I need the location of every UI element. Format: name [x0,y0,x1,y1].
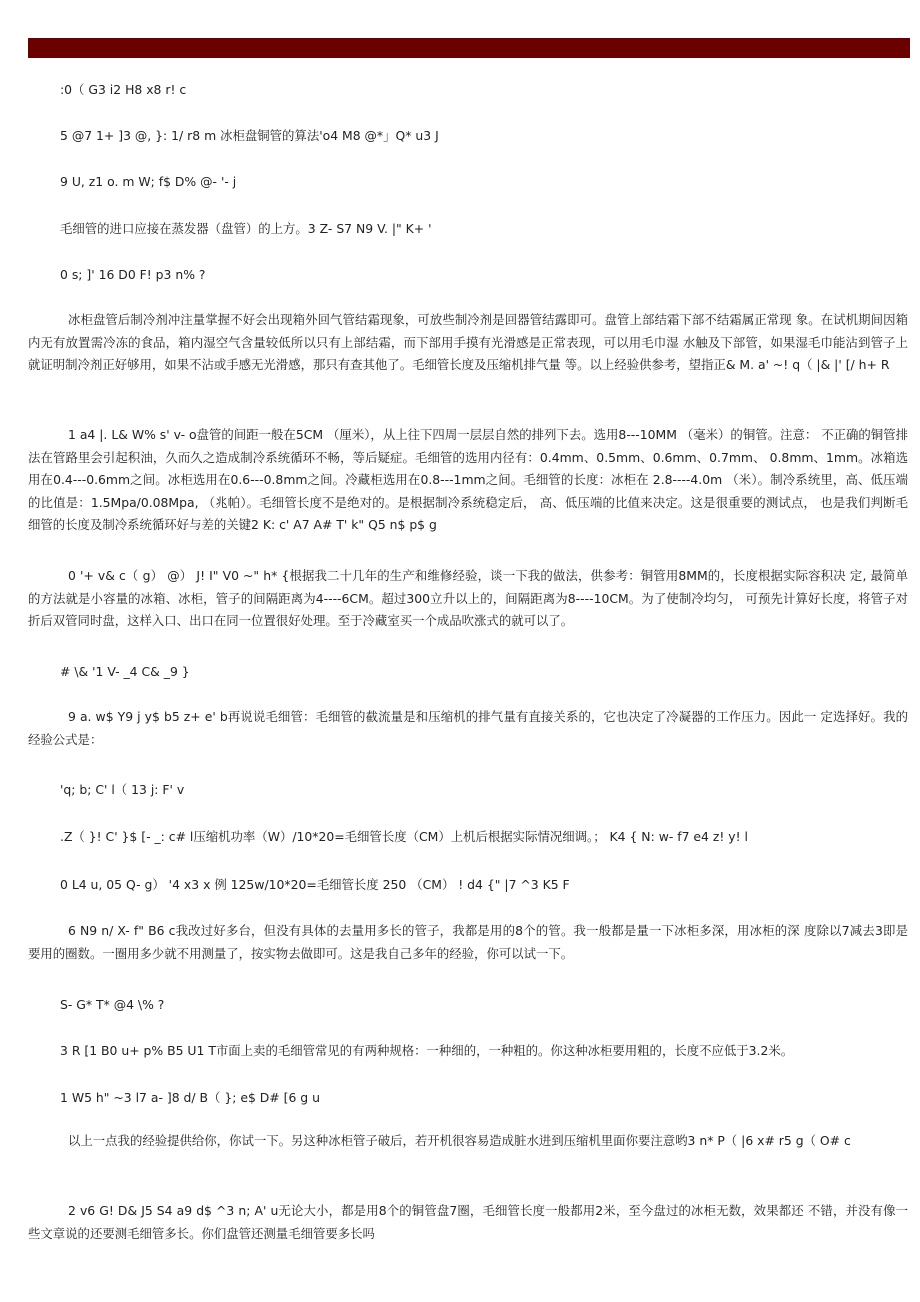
paragraph: 9 a. w$ Y9 j y$ b5 z+ e' b再说说毛细管：毛细管的截流量是和压缩机的排气量有直接关系的，它也决定了冷凝器的工作压力。因此一 定选择好。我的经验公式是： [28,709,908,747]
paragraph: 3 R [1 B0 u+ p% B5 U1 T市面上卖的毛细管常见的有两种规格：一种细的，一种粗的。你这种冰柜要用粗的，长度不应低于3.2米。 [60,1043,794,1058]
paragraph: 6 N9 n/ X- f" B6 c我改过好多台，但没有具体的去量用多长的管子，我都是用的8个的管。我一般都是量一下冰柜多深，用冰柜的深 度除以7减去3即是要用的圈数。一圈用多少就不用测量了，按实物去做即可。这是我自己多年的经验，你可以试一下。 [28,923,908,961]
paragraph: 0 '+ v& c（ g） @） J! I" V0 ~" h* {根据我二十几年的生产和维修经验，谈一下我的做法，供参考：铜管用8MM的，长度根据实际容积决 定, 最简单的方法就是小容量的冰箱、冰柜，管子的间隔距离为4----6CM。超过300立升以上的，间隔距离为8----10CM。为了使制冷均匀， 可预先计算好长度，将管子对折后双管同时盘，这样入口、出口在同一位置很好处理。至于冷藏室买一个成品吹涨式的就可以了。 [28,568,908,628]
paragraph: 以上一点我的经验提供给你，你试一下。另这种冰柜管子破后，若开机很容易造成脏水进到压缩机里面你要注意哟3 n* P（ |6 x# r5 g（ O# c [68,1133,851,1148]
header-bar [28,38,910,58]
paragraph: .Z（ }! C' }$ [- _: c# l压缩机功率（W）/10*20=毛细管长度（CM）上机后根据实际情况细调。； K4 { N: w- f7 e4 z! y! l [60,829,748,844]
paragraph: # \& '1 V- _4 C& _9 } [60,664,190,679]
paragraph: 'q; b; C' l（ 13 j: F' v [60,782,185,797]
paragraph: 2 v6 G! D& J5 S4 a9 d$ ^3 n; A' u无论大小，都是用8个的铜管盘7圈，毛细管长度一般都用2米，至今盘过的冰柜无数，效果都还 不错，并没有像一些文章说的还要测毛细管多长。你们盘管还测量毛细管要多长吗 [28,1203,908,1241]
paragraph: 毛细管的进口应接在蒸发器（盘管）的上方。3 Z- S7 N9 V. |" K+ ' [60,221,432,236]
paragraph: 1 a4 |. L& W% s' v- o盘管的间距一般在5CM （厘米），从上往下四周一层层自然的排列下去。选用8---10MM （毫米）的铜管。注意： 不正确的铜管排法在管路里会引起积油，久而久之造成制冷系统循环不畅，等后疑症。毛细管的选用内径有：0.4mm、0.5mm、0.6mm、0.7mm、 0.8mm、1mm。冰箱选用在0.4---0.6mm之间。冰柜选用在0.6---0.8mm之间。冷藏柜选用在0.8---1mm之间。毛细管的长度：冰柜在 2.8----4.0m （米）。制冷系统里，高、低压端的比值是：1.5Mpa/0.08Mpa, （兆帕）。毛细管长度不是绝对的。是根据制冷系统稳定后， 高、低压端的比值来决定。这是很重要的测试点， 也是我们判断毛细管的长度及制冷系统循环好与差的关键2 K: c' A7 A# T' k" Q5 n$ p$ g [28,427,908,532]
paragraph: 5 @7 1+ ]3 @, }: 1/ r8 m 冰柜盘铜管的算法'o4 M8 @*」Q* u3 J [60,128,439,143]
paragraph: 9 U, z1 o. m W; f$ D% @- '- j [60,174,237,189]
paragraph: :0（ G3 i2 H8 x8 r! c [60,82,187,97]
paragraph: 冰柜盘管后制冷剂冲注量掌握不好会出现箱外回气管结霜现象，可放些制冷剂是回器管结露即可。盘管上部结霜下部不结霜属正常现 象。在试机期间因箱内无有放置需冷冻的食品，箱内湿空气含量较低所以只有上部结霜，而下部用手摸有光滑感是正常表现，可以用毛巾湿 水触及下部管，如果湿毛巾能沾到管子上就证明制冷剂正好够用，如果不沾或手感无光滑感，那只有查其他了。毛细管长度及压缩机排气量 等。以上经验供参考，望指正& M. a' ~! q（ |& |' [/ h+ R [28,312,908,372]
paragraph: 0 s; ]' 16 D0 F! p3 n% ? [60,267,206,282]
paragraph: S- G* T* @4 \% ? [60,997,165,1012]
paragraph: 1 W5 h" ~3 l7 a- ]8 d/ B（ }; e$ D# [6 g u [60,1090,320,1105]
paragraph: 0 L4 u, 05 Q- g） '4 x3 x 例 125w/10*20=毛细管长度 250 （CM） ! d4 {" |7 ^3 K5 F [60,877,570,892]
